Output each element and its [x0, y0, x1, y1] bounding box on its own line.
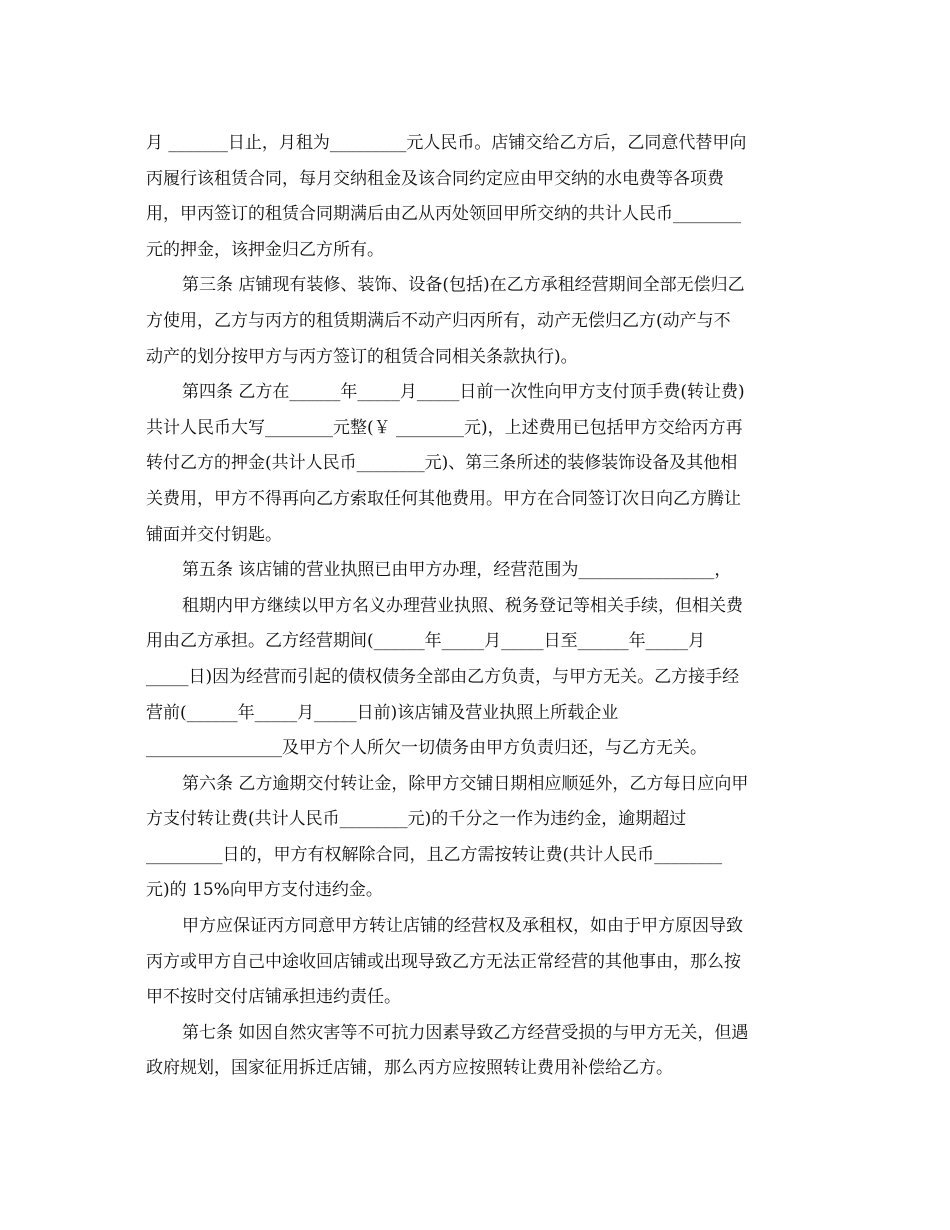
- text-line: _____日)因为经营而引起的债权债务全部由乙方负责，与甲方无关。乙方接手经: [146, 666, 740, 687]
- text-line: 方使用，乙方与丙方的租赁期满后不动产归丙所有，动产无偿归乙方(动产与不: [146, 310, 731, 331]
- text-line: 共计人民币大写________元整(￥ ________元)，上述费用已包括甲方交给丙方再: [146, 417, 743, 438]
- text-line: 甲方应保证丙方同意甲方转让店铺的经营权及承租权，如由于甲方原因导致: [182, 916, 743, 937]
- text-line: 第七条 如因自然灾害等不可抗力因素导致乙方经营受损的与甲方无关，但遇: [182, 1022, 749, 1043]
- text-line: 甲不按时交付店铺承担违约责任。: [146, 987, 401, 1008]
- text-line: 丙方或甲方自己中途收回店铺或出现导致乙方无法正常经营的其他事由，那么按: [146, 951, 741, 972]
- text-line: 元的押金，该押金归乙方所有。: [146, 239, 384, 260]
- text-line: 方支付转让费(共计人民币________元)的千分之一作为违约金，逾期超过: [146, 809, 687, 830]
- text-line: 用，甲丙签订的租赁合同期满后由乙从丙处领回甲所交纳的共计人民币________: [146, 204, 741, 225]
- text-line: 丙履行该租赁合同，每月交纳租金及该合同约定应由甲交纳的水电费等各项费: [146, 168, 724, 189]
- text-line: 动产的划分按甲方与丙方签订的租赁合同相关条款执行)。: [146, 346, 578, 367]
- text-line: 第六条 乙方逾期交付转让金，除甲方交铺日期相应顺延外，乙方每日应向甲: [182, 773, 749, 794]
- text-line: 营前(______年_____月_____日前)该店铺及营业执照上所载企业: [146, 702, 619, 723]
- text-line: 关费用，甲方不得再向乙方索取任何其他费用。甲方在合同签订次日向乙方腾让: [146, 488, 741, 509]
- text-line: 铺面并交付钥匙。: [146, 524, 282, 545]
- text-line: 政府规划，国家征用拆迁店铺，那么丙方应按照转让费用补偿给乙方。: [146, 1058, 673, 1079]
- contract-text: [146, 126, 806, 1087]
- text-line: 第五条 该店铺的营业执照已由甲方办理，经营范围为________________，: [182, 560, 732, 581]
- text-line: 月 _______日止，月租为_________元人民币。店铺交给乙方后，乙同意代替甲向: [146, 133, 747, 153]
- text-line: _________日的，甲方有权解除合同，且乙方需按转让费(共计人民币________: [146, 844, 723, 865]
- text-line: 租期内甲方继续以甲方名义办理营业执照、税务登记等相关手续，但相关费: [182, 595, 743, 616]
- text-line: 转付乙方的押金(共计人民币________元)、第三条所述的装修装饰设备及其他相: [146, 453, 738, 474]
- text-line: 用由乙方承担。乙方经营期间(______年_____月_____日至______年_____月: [146, 631, 706, 652]
- text-line: ________________及甲方个人所欠一切债务由甲方负责归还，与乙方无关。: [146, 738, 707, 759]
- text-line: 元)的 15%向甲方支付违约金。: [146, 880, 383, 901]
- text-line: 第三条 店铺现有装修、装饰、设备(包括)在乙方承租经营期间全部无偿归乙: [182, 275, 745, 296]
- text-line: 第四条 乙方在______年_____月_____日前一次性向甲方支付顶手费(转让费): [182, 382, 745, 403]
